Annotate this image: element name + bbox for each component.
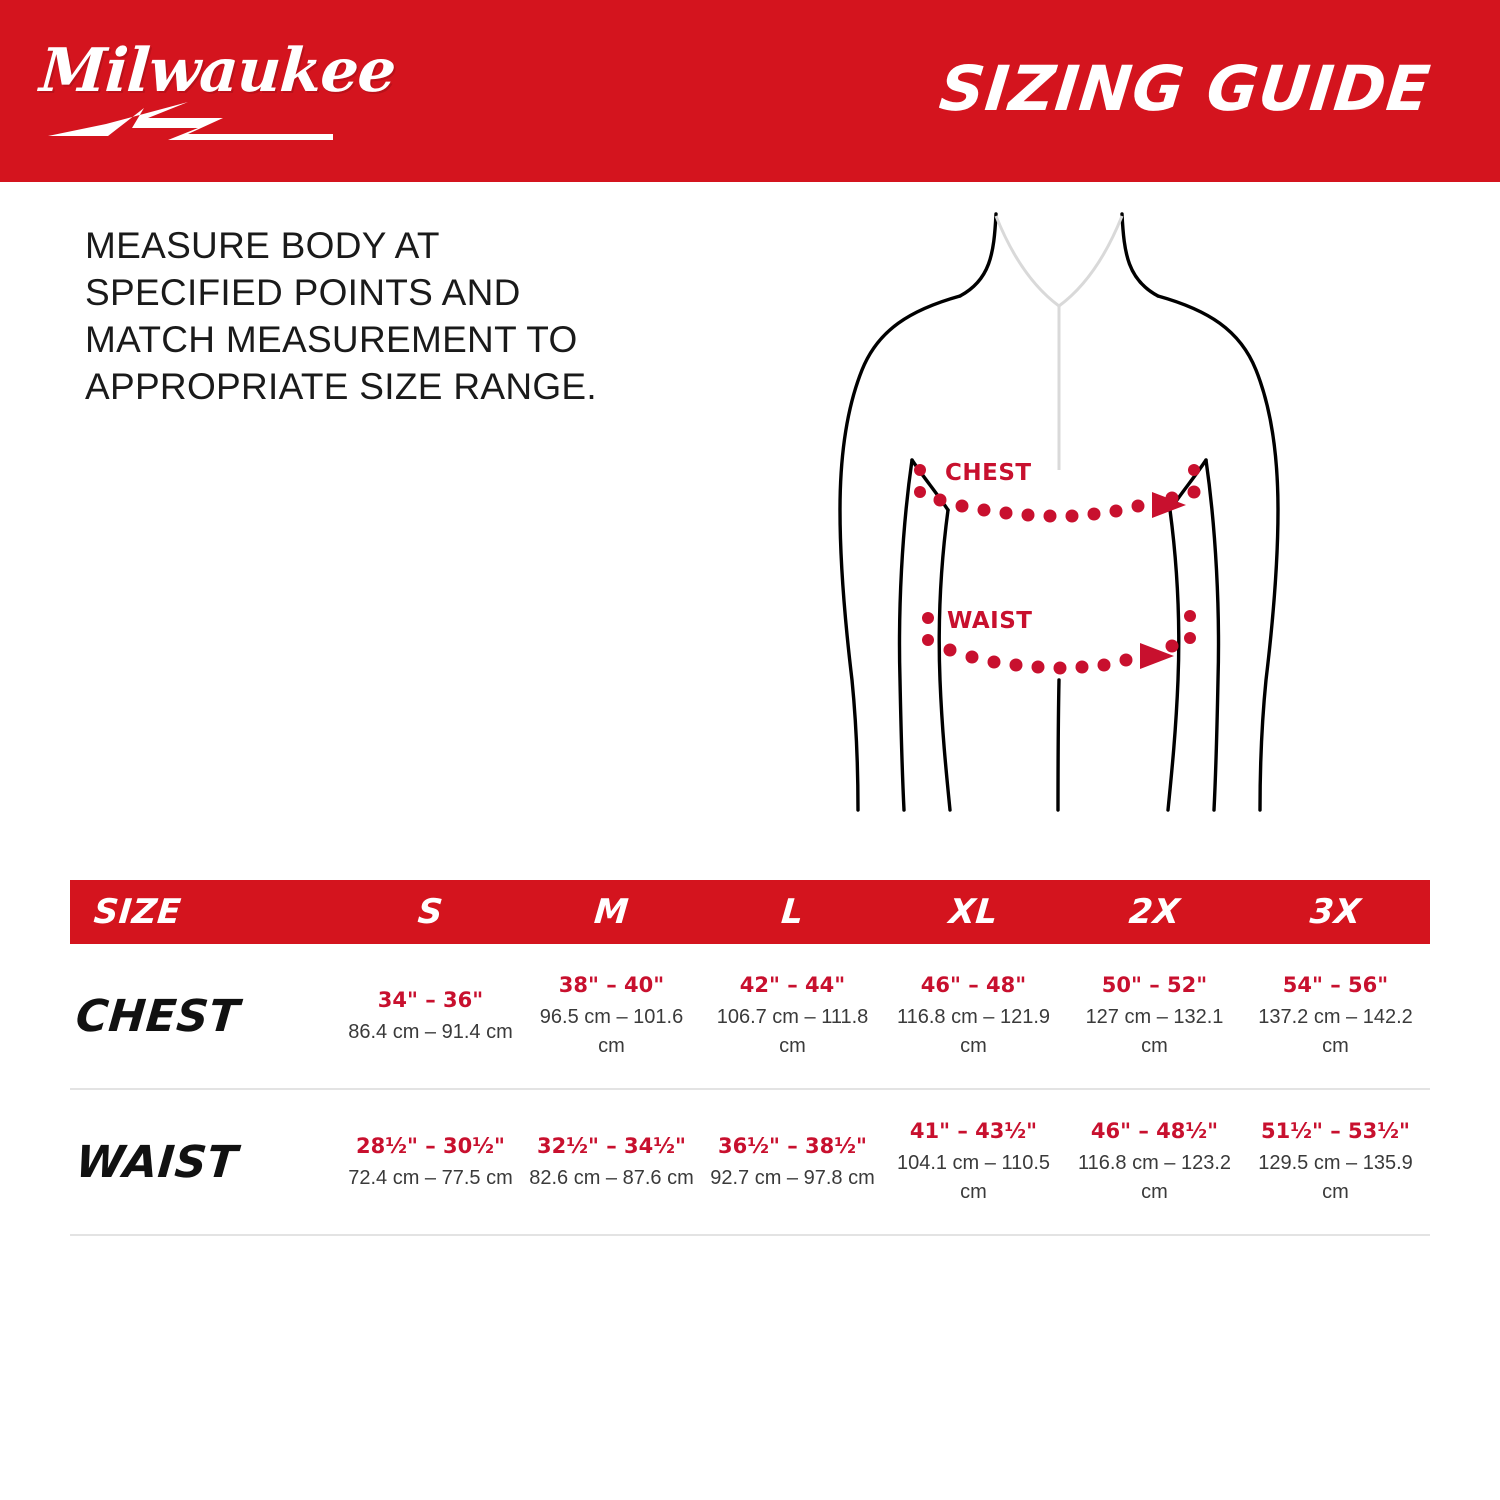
brand-wordmark: Milwaukee [37, 36, 398, 106]
chest-label: CHEST [945, 460, 1032, 486]
table-cell-chest-2x [1064, 971, 1245, 1061]
value-cm: 116.8 cm – 123.2 cm [1077, 1152, 1232, 1203]
header-cell-3x: 3X [1308, 892, 1363, 932]
value-inches: 46" – 48" [920, 973, 1027, 997]
value-cm: 129.5 cm – 135.9 cm [1258, 1152, 1413, 1203]
header-cell-xl: XL [947, 892, 1000, 932]
value-cm: 72.4 cm – 77.5 cm [348, 1166, 513, 1189]
value-inches: 28½" – 30½" [356, 1133, 505, 1158]
header-cell-l: L [779, 892, 806, 932]
table-cell-waist-xl [883, 1117, 1064, 1207]
table-cell-waist-m [521, 1132, 702, 1193]
value-cm: 106.7 cm – 111.8 cm [716, 1006, 869, 1057]
table-cell-waist-l [702, 1132, 883, 1193]
value-cm: 82.6 cm – 87.6 cm [529, 1166, 694, 1189]
value-inches: 34" – 36" [377, 987, 484, 1012]
header-bar [0, 0, 1500, 182]
value-cm: 116.8 cm – 121.9 cm [896, 1006, 1051, 1057]
value-inches: 50" – 52" [1101, 973, 1208, 997]
page-title: SIZING GUIDE [935, 52, 1434, 125]
table-cell-chest-s [340, 986, 521, 1047]
header-cell-2x: 2X [1127, 892, 1182, 932]
value-cm: 86.4 cm – 91.4 cm [348, 1020, 513, 1043]
table-cell-waist-3x [1245, 1117, 1426, 1207]
sizing-table [70, 880, 1430, 1236]
value-inches: 41" – 43½" [909, 1119, 1038, 1143]
table-cell-waist-s [340, 1132, 521, 1193]
table-header-row [70, 880, 1430, 944]
waist-label: WAIST [947, 608, 1033, 634]
table-cell-chest-3x [1245, 971, 1426, 1061]
value-cm: 96.5 cm – 101.6 cm [539, 1006, 684, 1057]
value-inches: 46" – 48½" [1090, 1119, 1219, 1143]
intro-instructions: MEASURE BODY AT SPECIFIED POINTS AND MATCH MEASUREMENT TO APPROPRIATE SIZE RANGE. [85, 225, 597, 407]
header-cell-m: M [592, 892, 631, 932]
table-row-chest [70, 944, 1430, 1090]
value-cm: 92.7 cm – 97.8 cm [710, 1166, 875, 1189]
milwaukee-logo [37, 28, 398, 153]
value-cm: 104.1 cm – 110.5 cm [896, 1152, 1051, 1203]
table-cell-waist-2x [1064, 1117, 1245, 1207]
value-cm: 127 cm – 132.1 cm [1085, 1006, 1224, 1057]
value-inches: 42" – 44" [739, 973, 846, 997]
value-cm: 137.2 cm – 142.2 cm [1258, 1006, 1413, 1057]
header-cell-s: S [416, 892, 445, 932]
value-inches: 38" – 40" [558, 973, 665, 997]
table-cell-chest-m [521, 971, 702, 1061]
value-inches: 54" – 56" [1282, 973, 1389, 997]
table-cell-chest-l [702, 971, 883, 1061]
lightning-bolt-icon [48, 102, 333, 142]
row-label-chest: CHEST [73, 990, 242, 1042]
table-row-waist [70, 1090, 1430, 1236]
row-label-waist: WAIST [73, 1136, 240, 1188]
value-inches: 36½" – 38½" [718, 1133, 867, 1158]
table-cell-chest-xl [883, 971, 1064, 1061]
value-inches: 32½" – 34½" [537, 1133, 686, 1158]
value-inches: 51½" – 53½" [1261, 1119, 1410, 1143]
header-cell-size: SIZE [92, 892, 183, 932]
body-measurement-diagram [800, 210, 1320, 840]
